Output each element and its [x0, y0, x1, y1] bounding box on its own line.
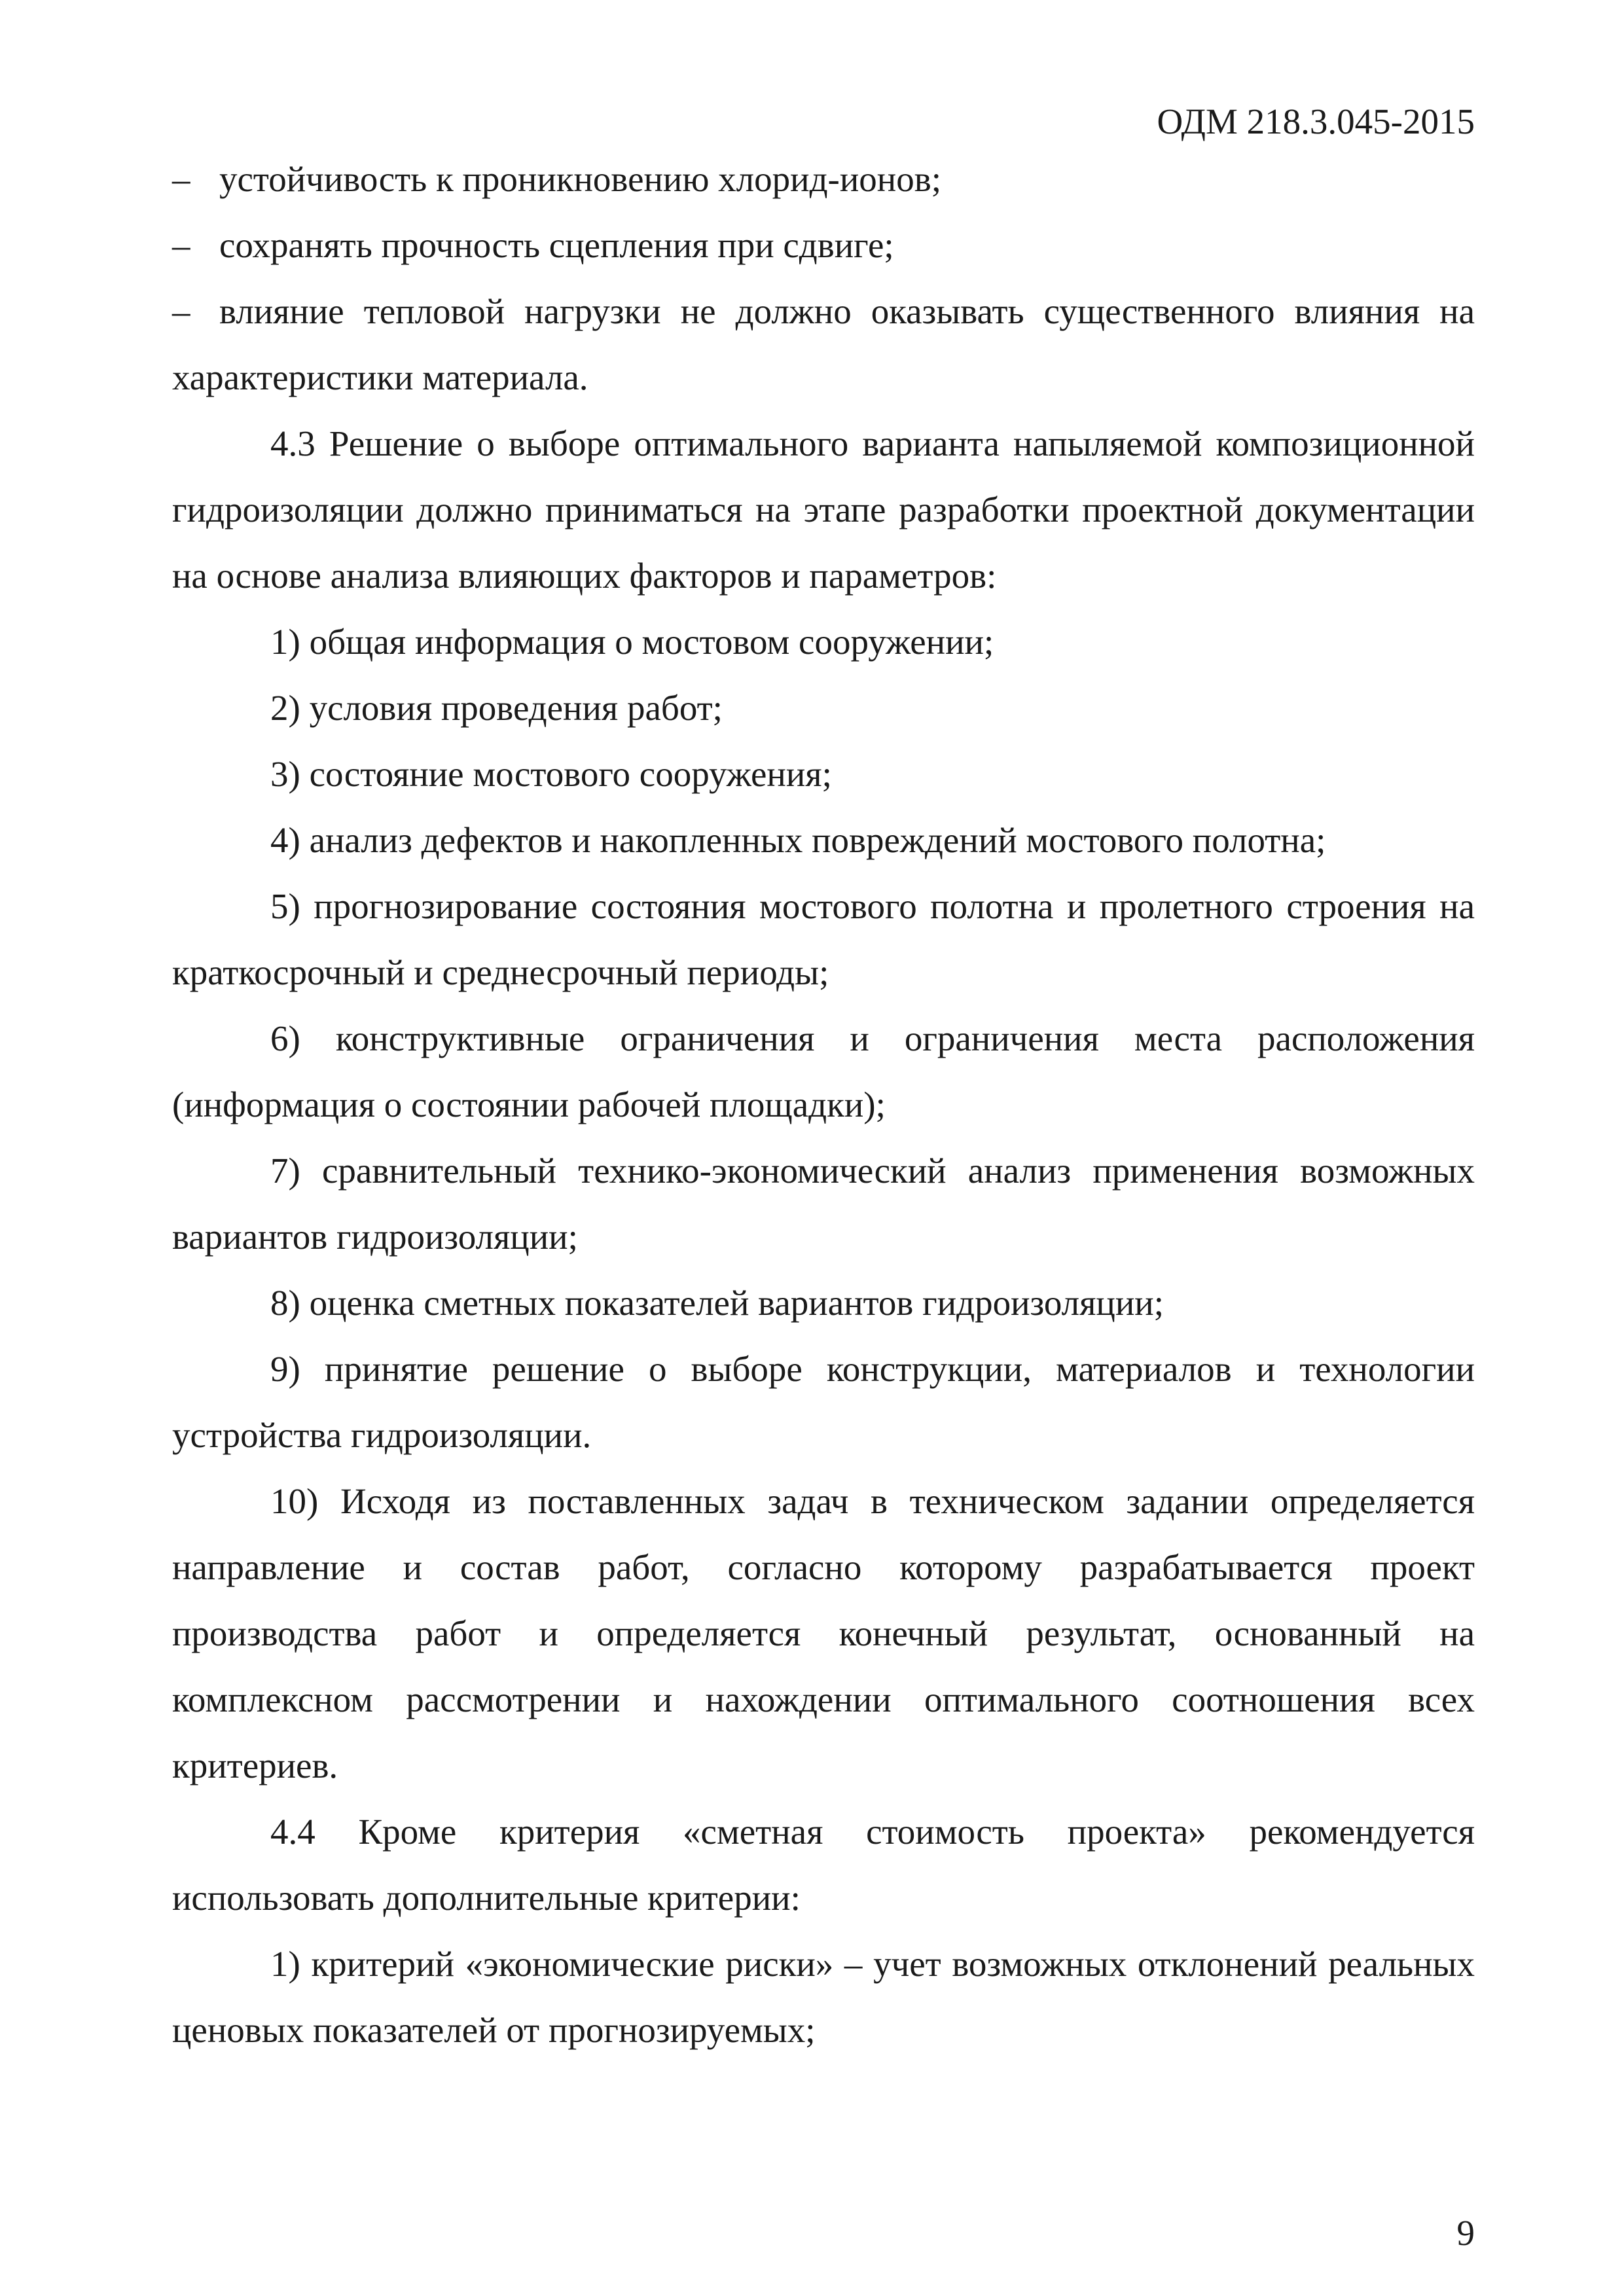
- document-body: [172, 146, 1475, 2063]
- list-item: 9) принятие решение о выборе конструкции, материалов и технологии устройства гидроизоляции.: [172, 1349, 1475, 1455]
- list-item: 2) условия проведения работ;: [270, 688, 723, 728]
- section-4-3-intro: 4.3 Решение о выборе оптимального варианта напыляемой композиционной гидроизоляции должно приниматься на этапе разработки проектной документации на основе анализа влияющих факторов и параметров:: [172, 423, 1475, 596]
- list-item: 4) анализ дефектов и накопленных повреждений мостового полотна;: [270, 820, 1326, 860]
- list-item: 10) Исходя из поставленных задач в техническом задании определяется направление и состав работ, согласно которому разрабатывается проект производства работ и определяется конечный результат, основанный на комплексном рассмотрении и нахождении оптимального соотношения всех критериев.: [172, 1481, 1475, 1785]
- list-item: 6) конструктивные ограничения и ограничения места расположения (информация о состоянии рабочей площадки);: [172, 1018, 1475, 1124]
- dash-item: – устойчивость к проникновению хлорид-ионов;: [172, 146, 1475, 212]
- section-4-4-intro: 4.4 Кроме критерия «сметная стоимость проекта» рекомендуется использовать дополнительные критерии:: [172, 1812, 1475, 1918]
- dash-item: – сохранять прочность сцепления при сдвиге;: [172, 212, 1475, 278]
- list-item: 5) прогнозирование состояния мостового полотна и пролетного строения на краткосрочный и среднесрочный периоды;: [172, 886, 1475, 992]
- list-item: 1) критерий «экономические риски» – учет возможных отклонений реальных ценовых показателей от прогнозируемых;: [172, 1944, 1475, 2050]
- dash-mark: –: [172, 159, 190, 199]
- list-item: 3) состояние мостового сооружения;: [270, 754, 832, 794]
- document-code: ОДМ 218.3.045-2015: [1157, 101, 1475, 141]
- dash-item: – влияние тепловой нагрузки не должно оказывать существенного влияния на характеристики материала.: [172, 278, 1475, 410]
- dash-mark: –: [172, 291, 190, 331]
- list-item: 1) общая информация о мостовом сооружении;: [270, 622, 994, 662]
- list-item: 8) оценка сметных показателей вариантов гидроизоляции;: [270, 1283, 1164, 1323]
- dash-mark: –: [172, 225, 190, 265]
- page-number: 9: [1456, 2213, 1475, 2253]
- list-item: 7) сравнительный технико-экономический анализ применения возможных вариантов гидроизоляции;: [172, 1151, 1475, 1257]
